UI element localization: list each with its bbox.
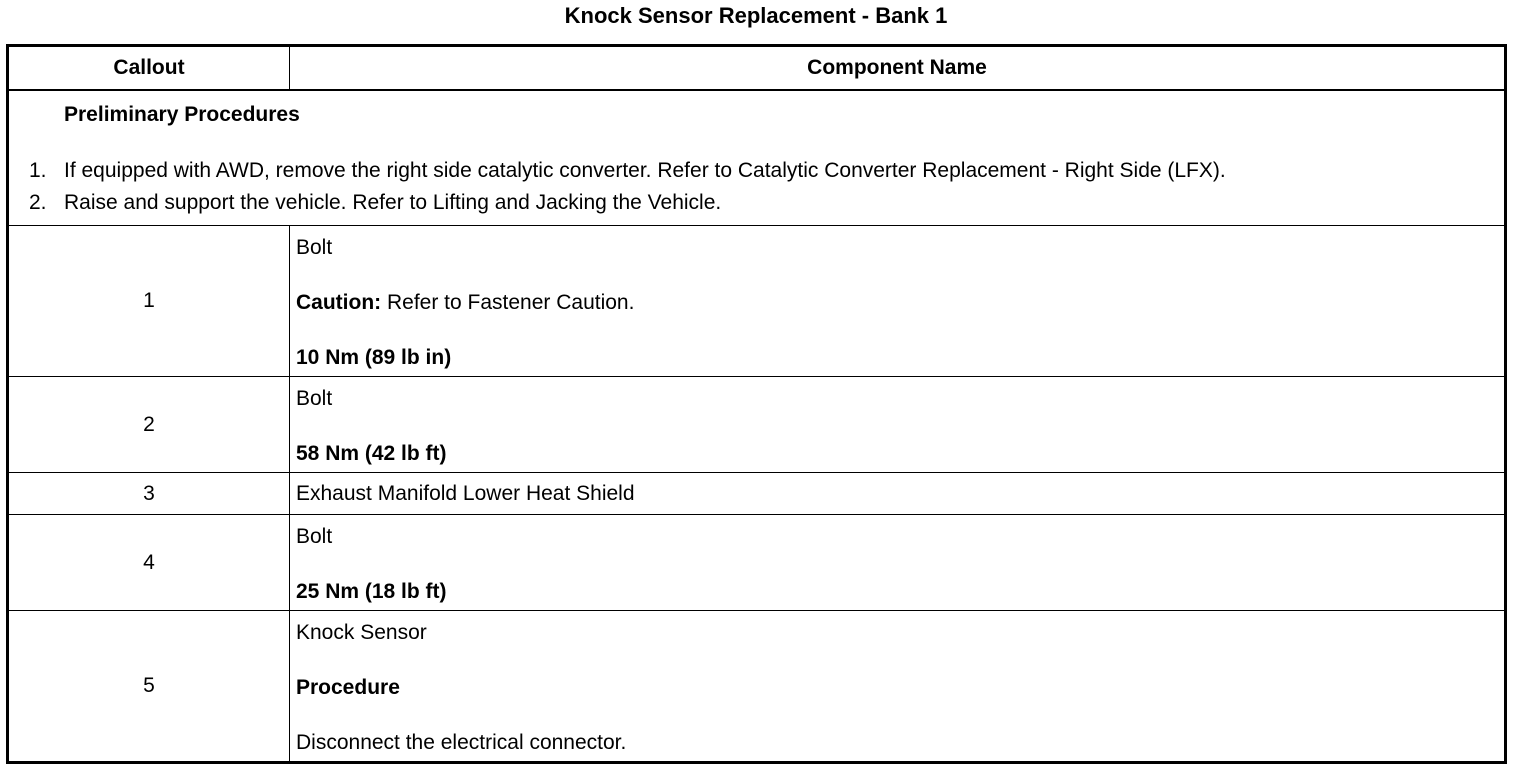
component-name: Bolt xyxy=(296,387,333,410)
component-name: Knock Sensor xyxy=(296,621,427,644)
caution-note xyxy=(296,289,1504,317)
torque-spec: 58 Nm (42 lb ft) xyxy=(296,442,447,465)
callout-number: 1 xyxy=(8,226,290,377)
component-name: Bolt xyxy=(296,525,333,548)
torque-spec: 10 Nm (89 lb in) xyxy=(296,346,452,369)
table-row xyxy=(8,473,1506,515)
component-cell xyxy=(290,611,1506,763)
table-row xyxy=(8,377,1506,473)
callout-number: 5 xyxy=(8,611,290,763)
caution-label: Caution: xyxy=(296,291,382,314)
preliminary-procedures-cell xyxy=(8,90,1506,226)
callout-table xyxy=(6,44,1507,764)
procedure-label: Procedure xyxy=(296,676,400,699)
component-cell xyxy=(290,515,1506,611)
preliminary-step xyxy=(9,187,1504,219)
component-name: Exhaust Manifold Lower Heat Shield xyxy=(296,481,635,505)
preliminary-procedures-heading: Preliminary Procedures xyxy=(64,103,300,126)
component-cell xyxy=(290,473,1506,515)
page-title: Knock Sensor Replacement - Bank 1 xyxy=(564,3,948,28)
preliminary-step xyxy=(9,155,1504,187)
component-name-column-header: Component Name xyxy=(290,46,1506,91)
callout-number: 2 xyxy=(8,377,290,473)
table-row xyxy=(8,226,1506,377)
table-header-row xyxy=(8,46,1506,91)
table-row xyxy=(8,515,1506,611)
component-cell xyxy=(290,377,1506,473)
callout-number: 4 xyxy=(8,515,290,611)
step-number: 2. xyxy=(29,191,47,214)
caution-text: Refer to Fastener Caution. xyxy=(381,291,635,314)
procedure-text: Disconnect the electrical connector. xyxy=(296,731,627,754)
callout-column-header: Callout xyxy=(8,46,290,91)
preliminary-steps-list xyxy=(9,155,1504,219)
step-number: 1. xyxy=(29,159,47,182)
preliminary-procedures-row xyxy=(8,90,1506,226)
torque-spec: 25 Nm (18 lb ft) xyxy=(296,580,447,603)
step-text: Raise and support the vehicle. Refer to Lifting and Jacking the Vehicle. xyxy=(64,191,722,214)
table-row xyxy=(8,611,1506,763)
component-name: Bolt xyxy=(296,236,333,259)
step-text: If equipped with AWD, remove the right side catalytic converter. Refer to Catalytic Converter Replacement - Right Side (LFX). xyxy=(64,159,1226,182)
callout-number: 3 xyxy=(8,473,290,515)
component-cell xyxy=(290,226,1506,377)
